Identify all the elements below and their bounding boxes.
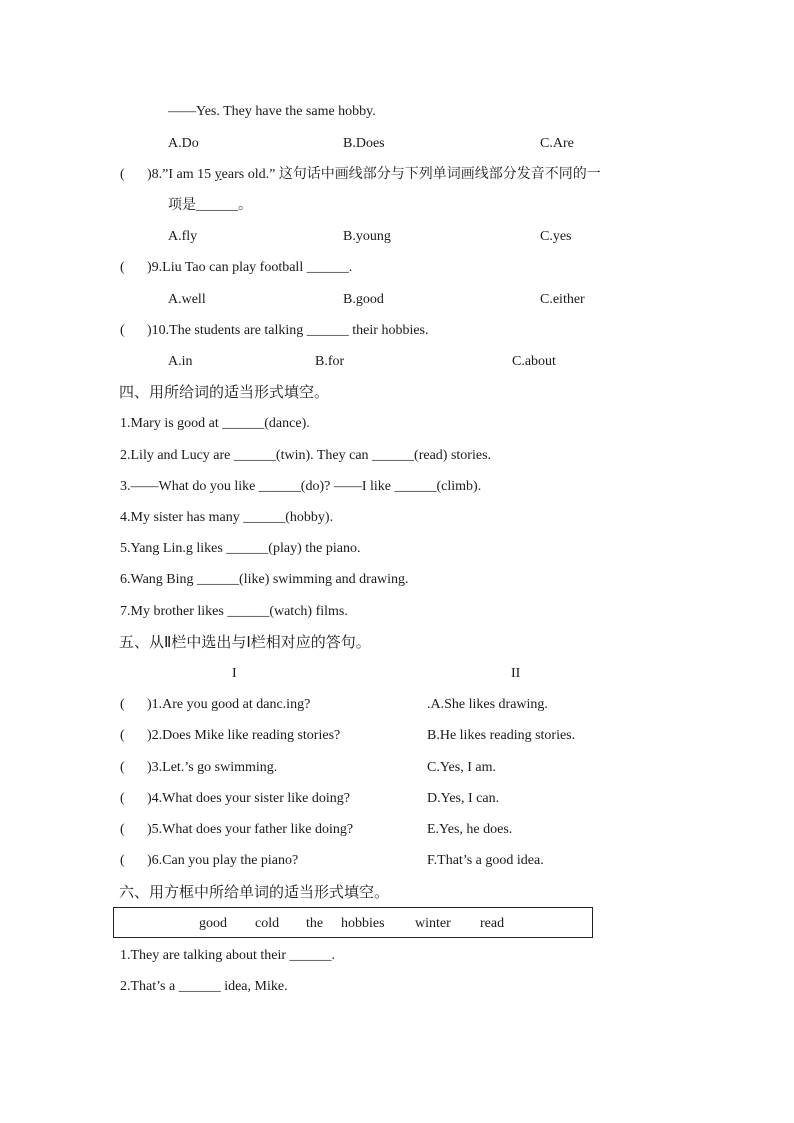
q9-option-c: C.either (540, 292, 585, 307)
q10-answer-paren[interactable]: ( (120, 323, 125, 338)
q9-option-b: B.good (343, 292, 384, 307)
q8-stem (147, 166, 601, 184)
s6-item-2: 2.That’s a ______ idea, Mike. (120, 979, 288, 994)
s4-item-3: 3.——What do you like ______(do)? ——I like ______(climb). (120, 479, 482, 494)
s5-answer-e: E.Yes, he does. (427, 822, 513, 837)
q8-answer-paren[interactable]: ( (120, 167, 125, 182)
q9-option-a: A.well (168, 292, 206, 307)
section5-title: 五、从Ⅱ栏中选出与Ⅰ栏相对应的答句。 (119, 633, 371, 651)
s5-paren-6[interactable]: ( (120, 853, 125, 868)
section6-title: 六、用方框中所给单词的适当形式填空。 (119, 883, 390, 901)
section4-title: 四、用所给词的适当形式填空。 (119, 383, 330, 401)
word-bank-word-1: good (199, 916, 227, 931)
s5-question-2: )2.Does Mike like reading stories? (147, 728, 341, 743)
s4-item-7: 7.My brother likes ______(watch) films. (120, 604, 348, 619)
s5-paren-2[interactable]: ( (120, 728, 125, 743)
s5-answer-f: F.That’s a good idea. (427, 853, 544, 868)
q8-stem-part-a: )8.”I am 15 (147, 167, 215, 182)
s4-item-4: 4.My sister has many ______(hobby). (120, 510, 334, 525)
q7-reply: ——Yes. They have the same hobby. (168, 104, 376, 119)
column-2-header: II (511, 666, 521, 681)
q8-option-b: B.young (343, 229, 391, 244)
word-bank-box (113, 907, 593, 938)
q7-option-a: A.Do (168, 136, 199, 151)
s4-item-6: 6.Wang Bing ______(like) swimming and drawing. (120, 572, 409, 587)
s4-item-5: 5.Yang Lin.g likes ______(play) the piano. (120, 541, 361, 556)
s5-paren-3[interactable]: ( (120, 760, 125, 775)
word-bank-word-6: read (480, 916, 505, 931)
s5-question-6: )6.Can you play the piano? (147, 853, 299, 868)
s5-question-5: )5.What does your father like doing? (147, 822, 354, 837)
q10-option-a: A.in (168, 354, 193, 369)
word-bank-word-2: cold (255, 916, 280, 931)
s4-item-2: 2.Lily and Lucy are ______(twin). They can ______(read) stories. (120, 448, 492, 463)
q10-option-c: C.about (512, 354, 556, 369)
q8-option-c: C.yes (540, 229, 572, 244)
s5-question-4: )4.What does your sister like doing? (147, 791, 350, 806)
q10-option-b: B.for (315, 354, 345, 369)
s6-item-1: 1.They are talking about their ______. (120, 948, 335, 963)
s4-item-1: 1.Mary is good at ______(dance). (120, 416, 310, 431)
q8-underlined-letter: y (214, 167, 222, 182)
q9-stem: )9.Liu Tao can play football ______. (147, 260, 353, 275)
s5-paren-1[interactable]: ( (120, 697, 125, 712)
s5-paren-4[interactable]: ( (120, 791, 125, 806)
s5-answer-c: C.Yes, I am. (427, 760, 496, 775)
q8-option-a: A.fly (168, 229, 198, 244)
word-bank-word-5: winter (415, 916, 451, 931)
s5-answer-d: D.Yes, I can. (427, 791, 500, 806)
q7-option-b: B.Does (343, 136, 385, 151)
word-bank-word-4: hobbies (341, 916, 385, 931)
s5-answer-b: B.He likes reading stories. (427, 728, 576, 743)
q8-stem-line2: 项是______。 (168, 198, 252, 213)
q8-stem-part-b: ears old.” 这句话中画线部分与下列单词画线部分发音不同的一 (221, 167, 601, 182)
q9-answer-paren[interactable]: ( (120, 260, 125, 275)
s5-question-1: )1.Are you good at danc.ing? (147, 697, 311, 712)
word-bank-word-3: the (306, 916, 324, 931)
s5-question-3: )3.Let.’s go swimming. (147, 760, 278, 775)
s5-answer-a: .A.She likes drawing. (427, 697, 548, 712)
q10-stem: )10.The students are talking ______ their hobbies. (147, 323, 429, 338)
s5-paren-5[interactable]: ( (120, 822, 125, 837)
column-1-header: I (232, 666, 237, 681)
q7-option-c: C.Are (540, 136, 574, 151)
